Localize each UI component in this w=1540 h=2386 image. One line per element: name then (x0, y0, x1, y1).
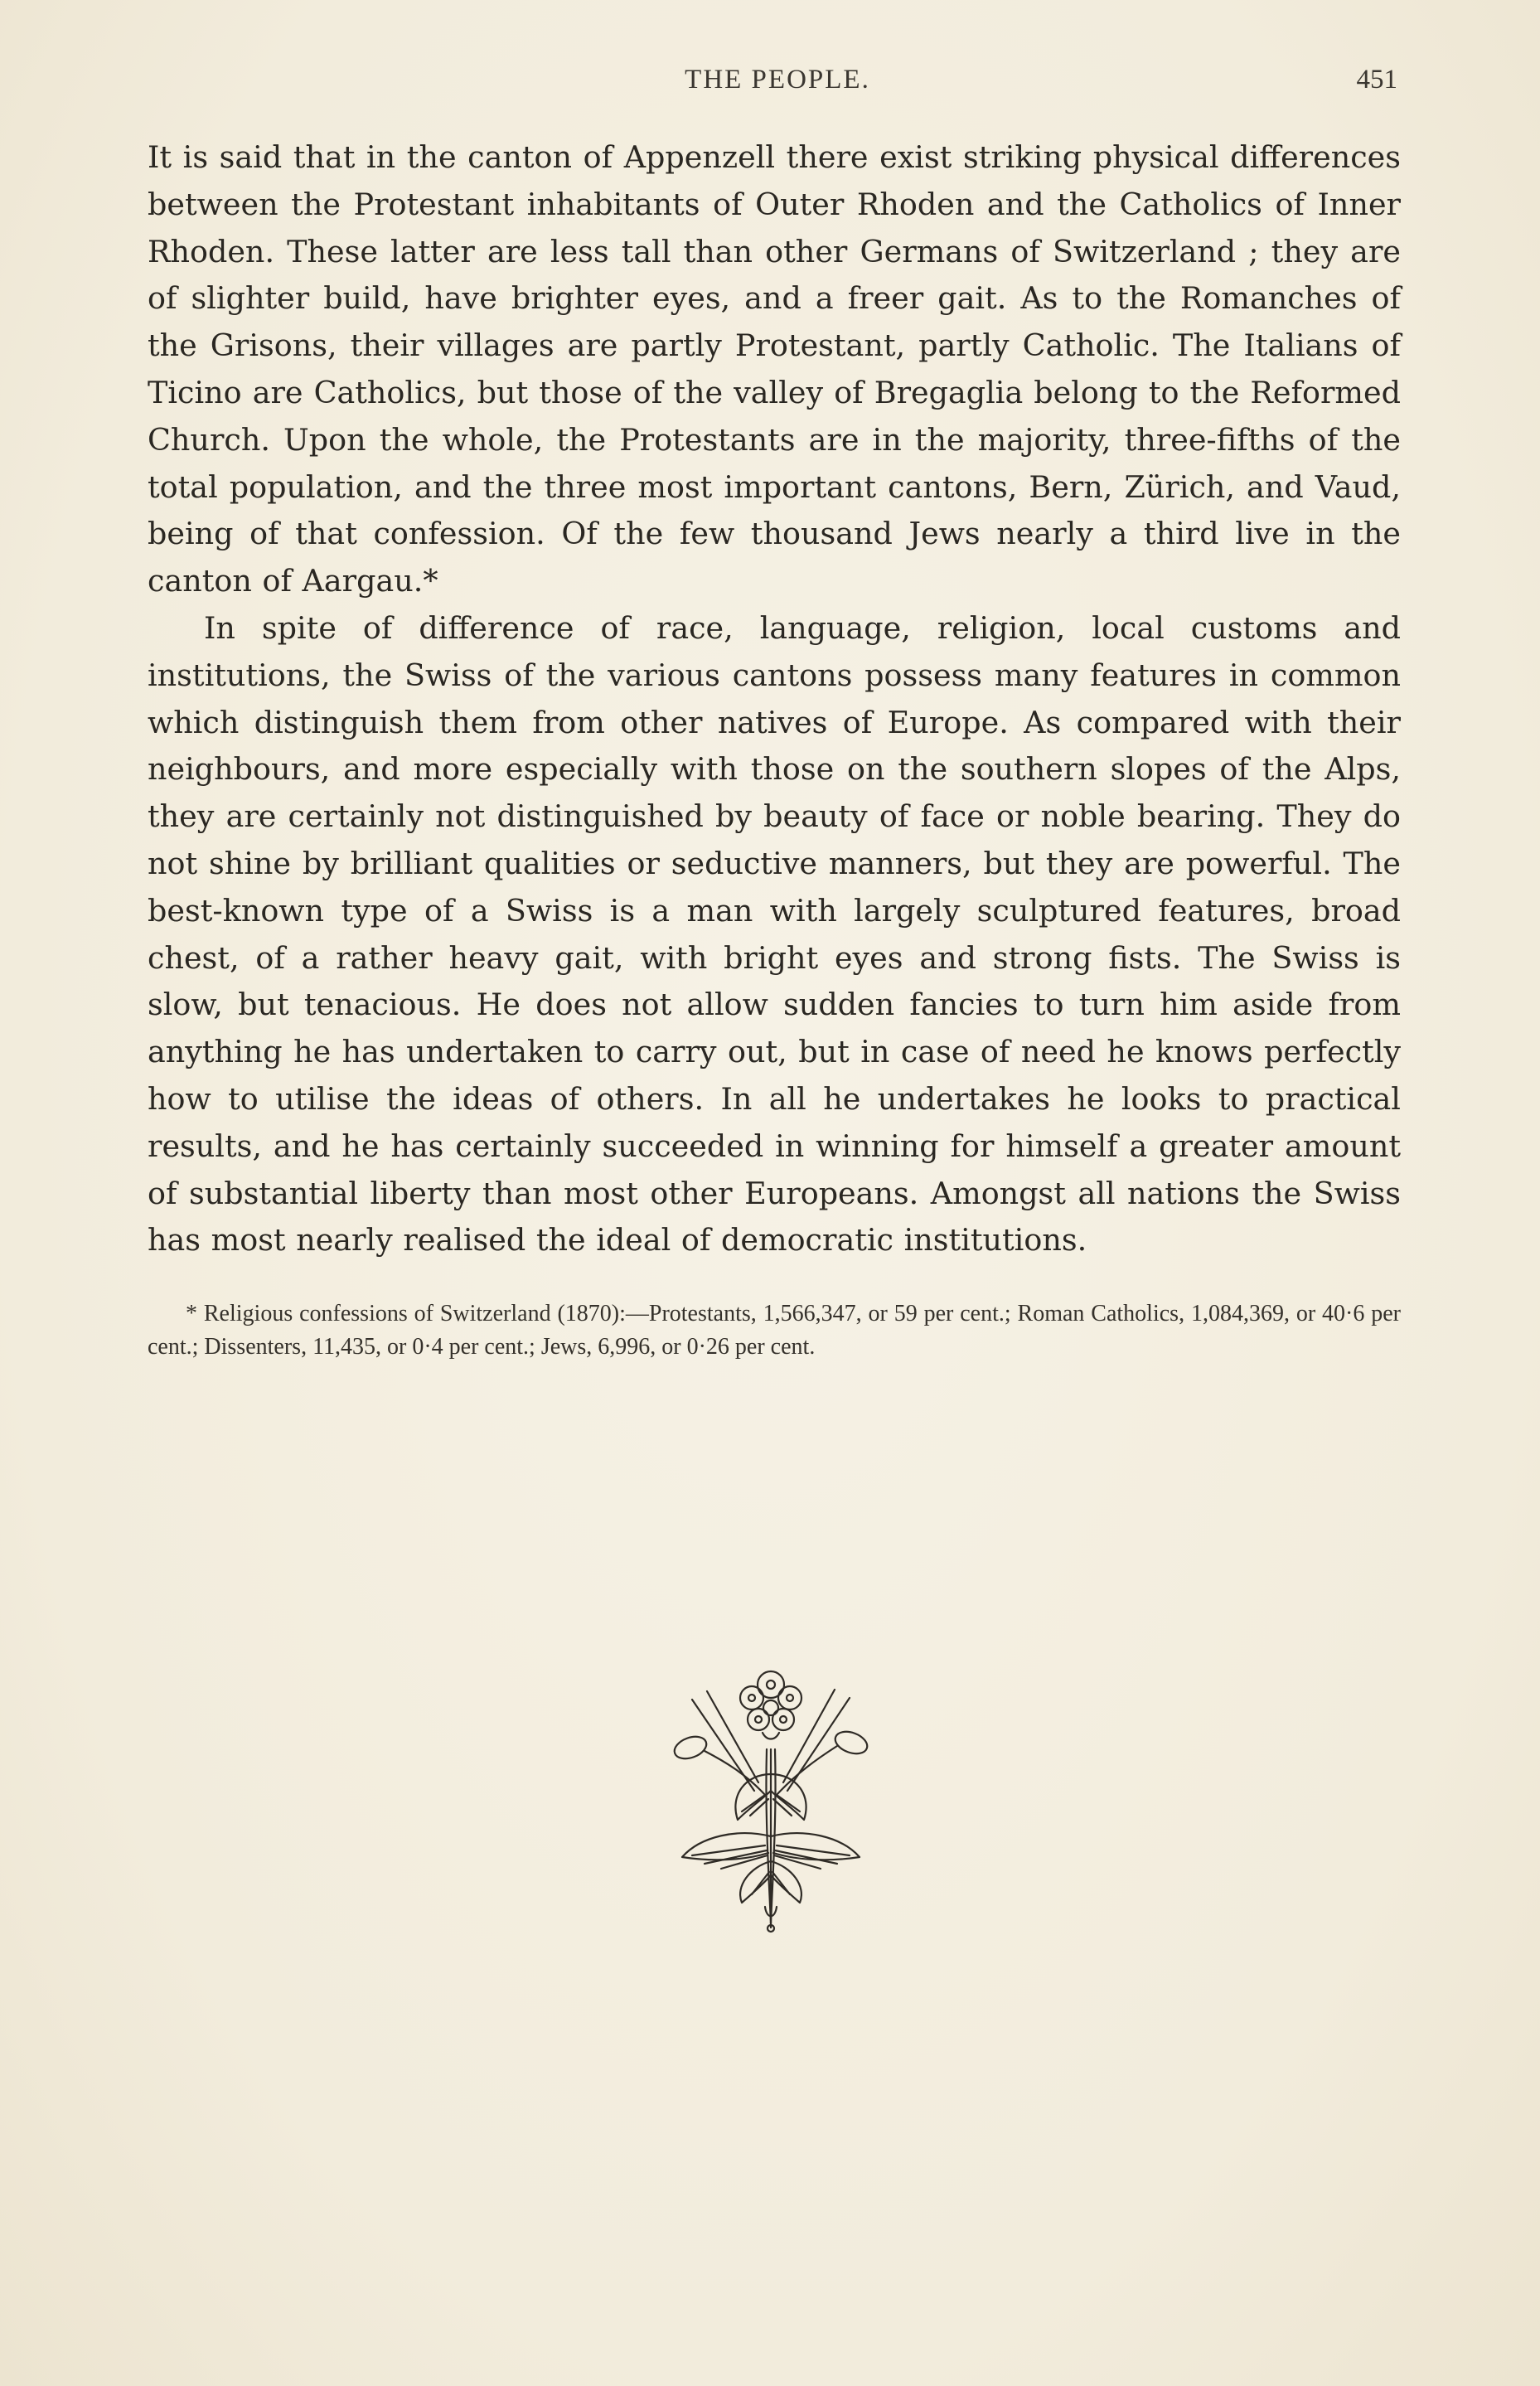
floral-tailpiece-icon (659, 1650, 883, 1936)
running-title: THE PEOPLE. (685, 65, 870, 95)
paragraph: In spite of difference of race, language, religion, local customs and institutions, the Swiss of the various cantons possess many features in common which distinguish them from other natives of Europe. As compared with their neighbours, and more especially with those on the southern slopes of the Alps, they are certainly not distinguished by beauty of face or noble bearing. They do not shine by brilliant qualities or seductive manners, but they are powerful. The best-known type of a Swiss is a man with largely sculptured features, broad chest, of a rather heavy gait, with bright eyes and strong fists. The Swiss is slow, but tenacious. He does not allow sudden fancies to turn him aside from anything he has undertaken to carry out, but in case of need he knows perfectly how to utilise the ideas of others. In all he undertakes he looks to practical results, and he has certainly succeeded in winning for himself a greater amount of substantial liberty than most other Europeans. Amongst all nations the Swiss has most nearly realised the ideal of democratic institutions. (148, 609, 1401, 1258)
page-number: 451 (1356, 65, 1397, 95)
body-text (148, 134, 1401, 1264)
footnote-text: * Religious confessions of Switzerland (1870):—Protestants, 1,566,347, or 59 per cent.; Roman Catholics, 1,084,369, or 40·6 per cent.; Dissenters, 11,435, or 0·4 per cent.; Jews, 6,996, or 0·26 per cent. (148, 1301, 1401, 1360)
paragraph: It is said that in the canton of Appenzell there exist striking physical differences between the Protestant inhabitants of Outer Rhoden and the Catholics of Inner Rhoden. These latter are less tall than other Germans of Switzerland ; they are of slighter build, have brighter eyes, and a freer gait. As to the Romanches of the Grisons, their villages are partly Protestant, partly Catholic. The Italians of Ticino are Catholics, but those of the valley of Bregaglia belong to the Reformed Church. Upon the whole, the Protestants are in the majority, three-fifths of the total population, and the three most important cantons, Bern, Zürich, and Vaud, being of that confession. Of the few thousand Jews nearly a third live in the canton of Aargau.* (148, 139, 1401, 599)
running-head (149, 65, 1406, 106)
footnote (148, 1297, 1401, 1364)
